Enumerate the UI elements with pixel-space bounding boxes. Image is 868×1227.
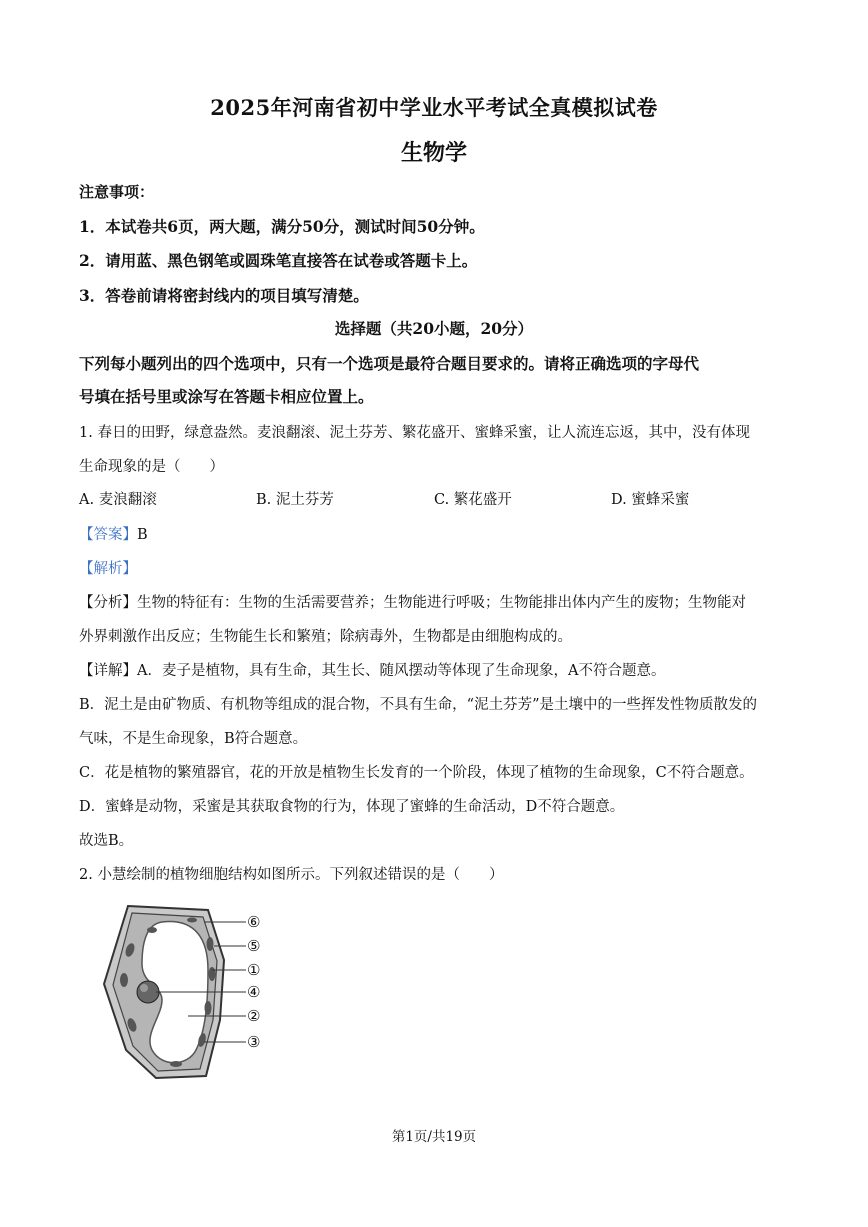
- answer-line: [79, 523, 148, 544]
- note-item: 1．本试卷共6页，两大题，满分50分，测试时间50分钟。: [79, 217, 485, 236]
- detail-text-b: B．泥土是由矿物质、有机物等组成的混合物，不具有生命，“泥土芬芳”是土壤中的一些挥发性物质散发的: [79, 697, 757, 713]
- label-2: ②: [247, 1007, 261, 1025]
- analysis-tag: 【解析】: [79, 561, 137, 577]
- analysis-text: 生物的特征有：生物的生活需要营养；生物能进行呼吸；生物能排出体内产生的废物；生物能对: [137, 595, 746, 611]
- label-1: ①: [247, 961, 261, 979]
- detail-text-b: 气味，不是生命现象，B符合题意。: [79, 731, 308, 747]
- page-subtitle: 生物学: [400, 140, 467, 166]
- option-a: A. 麦浪翻滚: [79, 492, 157, 508]
- section-instruction: 下列每小题列出的四个选项中，只有一个选项是最符合题目要求的。请将正确选项的字母代: [79, 354, 700, 373]
- chloroplast: [170, 1061, 182, 1067]
- detail-line: [79, 659, 665, 680]
- detail-text-d: D．蜜蜂是动物，采蜜是其获取食物的行为，体现了蜜蜂的生命活动，D不符合题意。: [79, 799, 625, 815]
- note-item: 2．请用蓝、黑色钢笔或圆珠笔直接答在试卷或答题卡上。: [79, 251, 478, 270]
- detail-text-c: C．花是植物的繁殖器官，花的开放是植物生长发育的一个阶段，体现了植物的生命现象，C不符合题意。: [79, 765, 754, 781]
- detail-label: 【详解】: [79, 663, 137, 679]
- section-heading: 选择题（共20小题，20分）: [334, 319, 534, 338]
- label-3: ③: [247, 1033, 261, 1051]
- answer-tag: 【答案】: [79, 527, 137, 543]
- page-title: 2025年河南省初中学业水平考试全真模拟试卷: [210, 95, 658, 120]
- label-6: ⑥: [247, 913, 261, 931]
- chloroplast: [207, 937, 214, 951]
- chloroplast: [187, 918, 197, 923]
- answer-value: B: [137, 527, 148, 543]
- chloroplast: [205, 1001, 212, 1015]
- option-c: C. 繁花盛开: [434, 492, 512, 508]
- question-1-stem: 1. 春日的田野，绿意盎然。麦浪翻滚、泥土芬芳、繁花盛开、蜜蜂采蜜，让人流连忘返，其中，没有体现: [79, 425, 750, 441]
- nucleolus: [140, 984, 148, 992]
- chloroplast: [209, 967, 216, 981]
- plant-cell-figure: [96, 900, 276, 1082]
- detail-text-a: A．麦子是植物，具有生命，其生长、随风摆动等体现了生命现象，A不符合题意。: [137, 663, 666, 679]
- note-item: 3．答卷前请将密封线内的项目填写清楚。: [79, 286, 369, 305]
- option-d: D. 蜜蜂采蜜: [611, 492, 690, 508]
- analysis-text: 外界刺激作出反应；生物能生长和繁殖；除病毒外，生物都是由细胞构成的。: [79, 629, 572, 645]
- page-footer: 第1页/共19页: [391, 1129, 477, 1145]
- chloroplast: [147, 927, 157, 933]
- option-b: B. 泥土芬芳: [256, 492, 334, 508]
- section-instruction: 号填在括号里或涂写在答题卡相应位置上。: [79, 387, 374, 406]
- plant-cell-diagram: [96, 900, 276, 1082]
- analysis-line: [79, 591, 746, 612]
- nucleus: [137, 981, 159, 1003]
- label-4: ④: [247, 983, 261, 1001]
- notes-heading: 注意事项：: [79, 183, 155, 201]
- label-5: ⑤: [247, 937, 261, 955]
- question-1-stem: 生命现象的是（ ）: [79, 459, 224, 475]
- chloroplast: [120, 973, 128, 987]
- analysis-label: 【分析】: [79, 595, 137, 611]
- question-2-stem: 2. 小慧绘制的植物细胞结构如图所示。下列叙述错误的是（ ）: [79, 867, 504, 883]
- conclusion: 故选B。: [79, 833, 134, 849]
